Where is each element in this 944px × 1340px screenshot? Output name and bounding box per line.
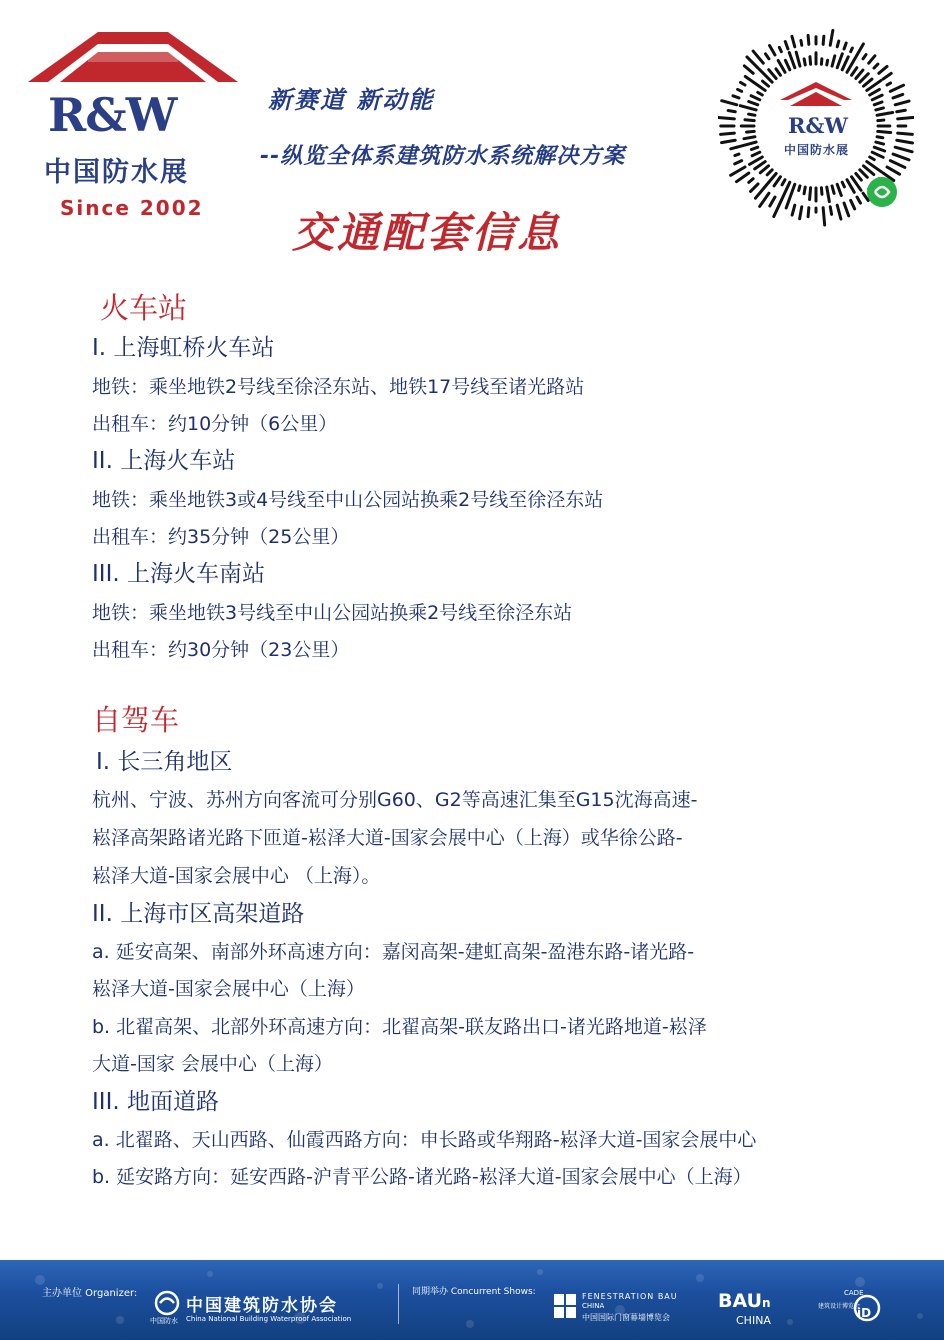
association-name: 中国建筑防水协会 xyxy=(186,1296,338,1316)
route-region-name: I. 长三角地区 xyxy=(96,749,233,775)
section-heading-drive: 自驾车 xyxy=(92,703,180,737)
route-line: b. 延安路方向：延安西路-沪青平公路-诸光路-崧泽大道-国家会展中心（上海） xyxy=(92,1166,752,1188)
station-metro: 地铁：乘坐地铁3或4号线至中山公园站换乘2号线至徐泾东站 xyxy=(92,489,604,511)
footer-divider xyxy=(398,1284,399,1324)
slogan: 新赛道 新动能 xyxy=(268,86,435,114)
bau-china: CHINA xyxy=(736,1314,771,1327)
association-icon-text: 中国防水 xyxy=(150,1317,178,1325)
concurrent-shows-label: 同期举办 Concurrent Shows: xyxy=(412,1287,536,1297)
fenestration-logo-icon xyxy=(552,1292,578,1320)
route-line: a. 北翟路、天山西路、仙霞西路方向：申长路或华翔路-崧泽大道-国家会展中心 xyxy=(92,1129,757,1151)
station-name: I. 上海虹桥火车站 xyxy=(92,335,275,361)
cade-id: iD xyxy=(857,1306,872,1320)
station-taxi: 出租车：约10分钟（6公里） xyxy=(92,413,338,435)
route-region-name: II. 上海市区高架道路 xyxy=(92,901,305,927)
logo-rw: R&W xyxy=(48,88,177,142)
section-heading-train: 火车站 xyxy=(100,291,188,325)
water-drops-texture xyxy=(0,1260,944,1340)
association-logo-icon xyxy=(152,1290,182,1316)
association-english-name: China National Building Waterproof Association xyxy=(186,1315,352,1323)
route-line: 崧泽高架路诸光路下匝道-崧泽大道-国家会展中心（上海）或华徐公路- xyxy=(92,827,683,849)
route-line: 大道-国家 会展中心（上海） xyxy=(92,1053,333,1075)
qr-logo-rw: R&W xyxy=(788,113,848,138)
cade-chinese: 建筑设计博览会 xyxy=(818,1303,861,1310)
subslogan: --纵览全体系建筑防水系统解决方案 xyxy=(260,144,626,169)
station-metro: 地铁：乘坐地铁3号线至中山公园站换乘2号线至徐泾东站 xyxy=(92,602,573,624)
organizer-label: 主办单位 Organizer: xyxy=(42,1288,138,1299)
page-title: 交通配套信息 xyxy=(292,208,563,257)
cade-label: CADE xyxy=(844,1289,864,1297)
bau-text: BAU xyxy=(718,1290,763,1312)
route-line: 崧泽大道-国家会展中心 （上海）。 xyxy=(92,865,381,887)
route-region-name: III. 地面道路 xyxy=(92,1089,219,1115)
bau-logo xyxy=(718,1290,771,1312)
bau-sup: n xyxy=(762,1296,771,1310)
route-line: 杭州、宁波、苏州方向客流可分别G60、G2等高速汇集至G15沈海高速- xyxy=(92,789,698,811)
station-taxi: 出租车：约30分钟（23公里） xyxy=(92,639,350,661)
fenestration-chinese: 中国国际门窗幕墙博览会 xyxy=(582,1313,670,1322)
qr-logo-chinese: 中国防水展 xyxy=(784,143,850,157)
fenestration-title: FENESTRATION BAU xyxy=(582,1292,678,1301)
logo-chinese: 中国防水展 xyxy=(44,157,189,188)
fenestration-sub: CHINA xyxy=(582,1302,605,1310)
route-line: 崧泽大道-国家会展中心（上海） xyxy=(92,978,365,1000)
station-taxi: 出租车：约35分钟（25公里） xyxy=(92,526,350,548)
route-line: a. 延安高架、南部外环高速方向：嘉闵高架-建虹高架-盈港东路-诸光路- xyxy=(92,941,695,963)
station-metro: 地铁：乘坐地铁2号线至徐泾东站、地铁17号线至诸光路站 xyxy=(92,376,585,398)
route-line: b. 北翟高架、北部外环高速方向：北翟高架-联友路出口-诸光路地道-崧泽 xyxy=(92,1016,707,1038)
station-name: II. 上海火车站 xyxy=(92,448,236,474)
station-name: III. 上海火车南站 xyxy=(92,561,265,587)
logo-since: Since 2002 xyxy=(60,196,204,220)
